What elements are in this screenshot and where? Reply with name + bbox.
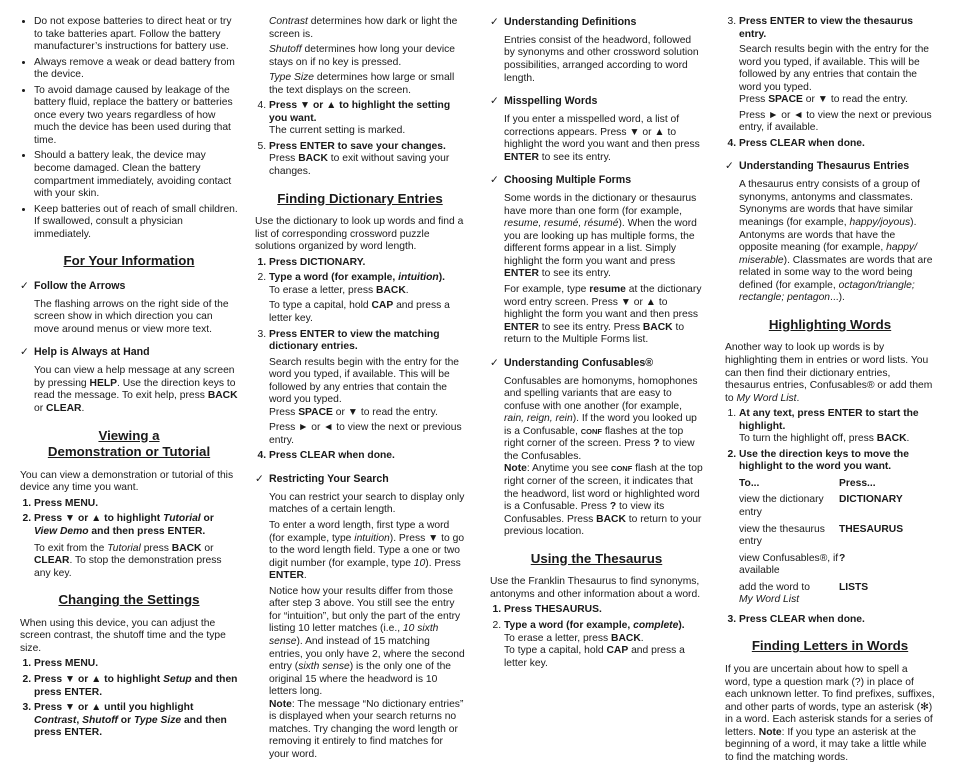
multiple-forms-example: For example, type resume at the dictionary word entry screen. Press ▼ or ▲ to highlight the form you want and then press ENTER to see its entry. Press BACK to return to the Multiple Forms list.	[504, 283, 702, 346]
arrows-text: The flashing arrows on the right side of the screen show in which direction you can move around menus or view more text.	[34, 298, 229, 335]
conf-indicator: CONF	[611, 464, 633, 474]
list-item: • Keep batteries out of reach of small children. If swallowed, consult a physician immediately.	[34, 204, 238, 242]
restrict-p1: You can restrict your search to display only matches of a certain length.	[269, 491, 465, 516]
step: 2. Type a word (for example, complete). To erase a letter, press BACK. To type a capital, hold CAP and press a letter key.	[504, 620, 703, 670]
checkmark-icon: ✓	[490, 16, 499, 28]
subsection-misspelling: ✓ Misspelling Words	[490, 95, 598, 108]
section-title-dictionary: Finding Dictionary Entries	[277, 190, 443, 206]
thesaurus-intro: Use the Franklin Thesaurus to find synonyms, antonyms and other information about a word.	[490, 576, 701, 600]
column-2	[255, 16, 465, 764]
demo-exit-text: To exit from the Tutorial press BACK or CLEAR. To stop the demonstration press any key.	[34, 542, 222, 579]
settings-steps-cont	[255, 100, 465, 178]
dictionary-steps	[255, 257, 465, 463]
table-header-row	[739, 478, 925, 495]
confusables-text: Confusables are homonyms, homophones and spelling variants that are easy to confuse with one another (for example, rain, reign, rein). If the word you looked up is a Confusable, CONF flashes at the top right corner of the screen. Press ? to view the Confusables. Note: Anytime you see CONF flash at the top right corner of the screen, it indicates that the headword, list word or highlighted word is a Confusable. Press ? to view its Confusables. Press BACK to return to your previous location.	[504, 375, 703, 538]
section-title-demo: Viewing a Demonstration or Tutorial	[47, 427, 211, 460]
step: 2. Type a word (for example, intuition). To erase a letter, press BACK. To type a capital, hold CAP and press a letter key.	[269, 272, 465, 325]
list-item: • To avoid damage caused by leakage of the battery fluid, replace the battery or batteries once every two years regardless of how much the device has been used during that time.	[34, 85, 238, 148]
step: 3. Press ENTER to view the thesaurus entry. Search results begin with the entry for the word you typed, if available. This will be followed by any entries that contain the word you typed. Press SPACE or ▼ to read the entry. Press ► or ◄ to view the next or previous entry, if available.	[739, 16, 935, 135]
subsection-thesaurus-entries: ✓ Understanding Thesaurus Entries	[725, 160, 910, 173]
subsection-arrows: ✓ Follow the Arrows	[20, 279, 126, 292]
step: 3. Press ENTER to view the matching dictionary entries. Search results begin with the entry for the word you typed, if available. This will be followed by any entries that contain the word you typed. Press SPACE or ▼ to read the entry. Press ► or ◄ to view the next or previous entry.	[269, 329, 465, 448]
settings-intro: When using this device, you can adjust the screen contrast, the shutoff time and the type size.	[20, 617, 226, 654]
checkmark-icon: ✓	[255, 473, 264, 486]
table-cell: DICTIONARY	[839, 494, 903, 506]
step: 2. Press ▼ or ▲ to highlight Setup and then press ENTER.	[34, 674, 238, 699]
restrict-p3: Notice how your results differ from those after step 3 above. You still see the entry for “intuition”, but only the part of the entry listing 10 letter matches (i.e., 10 sixth sense). And instead of 15 matching entries, you only have 2, where the second entry (sixth sense) is the only one of the original 15 where the headword is 10 letters long. Note: The message “No dictionary entries” is displayed when your search returns no matches. Try changing the word length or removing it entirely to find matches for your word.	[269, 585, 465, 760]
table-row	[739, 524, 925, 553]
help-text: You can view a help message at any screen by pressing HELP. Use the direction keys to read the message. To exit help, press BACK or CLEAR.	[34, 365, 238, 415]
checkmark-icon: ✓	[490, 174, 499, 187]
table-header: Press...	[839, 477, 876, 489]
battery-precautions-list	[20, 16, 238, 241]
highlighting-intro: Another way to look up words is by highlighting them in entries or word lists. You can then find their dictionary entries, thesaurus entries, Confusables® or add them to My Word List.	[725, 342, 933, 404]
section-title-thesaurus: Using the Thesaurus	[530, 550, 663, 566]
thesaurus-entries-text: A thesaurus entry consists of a group of synonyms, antonyms and classmates. Synonyms are words that have similar meanings (for example, happy/joyous). Antonyms are words that have the opposite meaning (for example, happy/ miserable). Classmates are words that are related in some way to the word being defined (for example, octagon/triangle; rectangle; pentagon...).	[739, 179, 933, 304]
checkmark-icon: ✓	[490, 356, 499, 369]
subsection-confusables: ✓ Understanding Confusables®	[490, 356, 654, 369]
column-4	[725, 16, 935, 767]
checkmark-icon: ✓	[490, 95, 499, 108]
restrict-p2: To enter a word length, first type a word (for example, type intuition). Press ▼ to go to the word length field. Type a one or two digit number (for example, type 10). Press ENTER.	[269, 520, 465, 582]
subsection-multiple-forms: ✓ Choosing Multiple Forms	[490, 174, 632, 187]
demo-steps	[20, 498, 238, 539]
step: 1. At any text, press ENTER to start the highlight. To turn the highlight off, press BACK.	[739, 408, 935, 446]
step: 3. Press ▼ or ▲ until you highlight Contrast, Shutoff or Type Size and then press ENTER.	[34, 702, 238, 740]
definitions-text: Entries consist of the headword, followed by synonyms and other crossword solution possibilities, arranged according to word length.	[504, 34, 699, 84]
section-title-info: For Your Information	[63, 253, 195, 269]
step: 1. Press MENU.	[34, 498, 238, 511]
dictionary-intro: Use the dictionary to look up words and find a list of corresponding crossword puzzle solutions organized by word length.	[255, 216, 464, 253]
table-cell: view Confusables®, if available	[739, 552, 839, 577]
step: 2. Use the direction keys to move the highlight to the word you want.	[739, 449, 935, 474]
subsection-help: ✓ Help is Always at Hand	[20, 346, 150, 359]
step: 4. Press ▼ or ▲ to highlight the setting you want. The current setting is marked.	[269, 100, 465, 138]
thesaurus-steps-cont	[725, 16, 935, 150]
subsection-definitions: ✓ Understanding Definitions	[490, 16, 637, 28]
table-cell: add the word to My Word List	[739, 581, 810, 606]
step: 2. Press ▼ or ▲ to highlight Tutorial or View Demo and then press ENTER.	[34, 513, 238, 538]
settings-steps	[20, 658, 238, 739]
step: 3. Press CLEAR when done.	[739, 614, 935, 627]
highlighting-steps	[725, 408, 935, 474]
checkmark-icon: ✓	[20, 346, 29, 359]
shutoff-desc: Shutoff determines how long your device stays on if no key is pressed.	[269, 44, 456, 68]
table-cell: view the thesaurus entry	[739, 523, 825, 548]
list-item: • Always remove a weak or dead battery from the device.	[34, 57, 238, 82]
demo-intro: You can view a demonstration or tutorial of this device any time you want.	[20, 469, 234, 494]
typesize-desc: Type Size determines how large or small the text displays on the screen.	[269, 72, 455, 96]
finding-letters-text: If you are uncertain about how to spell a word, type a question mark (?) in place of each unknown letter. To find prefixes, suffixes, and other parts of words, type an asterisk (✻) in a word. Each asterisk stands for a series of letters. Note: If you type an asterisk at the beginning of a word, it may take a little while to find the matching words.	[725, 664, 935, 763]
column-3	[490, 16, 703, 674]
checkmark-icon: ✓	[725, 160, 734, 173]
contrast-desc: Contrast determines how dark or light the screen is.	[269, 16, 458, 40]
step: 1. Press THESAURUS.	[504, 604, 703, 617]
step: 1. Press DICTIONARY.	[269, 257, 465, 270]
highlighting-steps-cont	[725, 614, 935, 627]
table-cell: view the dictionary entry	[739, 494, 824, 519]
table-header: To...	[739, 477, 760, 489]
conf-indicator: CONF	[580, 426, 602, 436]
checkmark-icon: ✓	[20, 279, 29, 292]
table-cell: THESAURUS	[839, 523, 904, 535]
table-row	[739, 582, 925, 611]
subsection-restrict: ✓ Restricting Your Search	[255, 473, 389, 486]
table-row	[739, 553, 925, 582]
step: 1. Press MENU.	[34, 658, 238, 671]
list-item: • Should a battery leak, the device may become damaged. Clean the battery compartment immediately, avoiding contact with your skin.	[34, 150, 238, 200]
column-1	[20, 16, 238, 744]
section-title-settings: Changing the Settings	[58, 592, 200, 608]
table-cell: ?	[839, 552, 846, 564]
list-item: • Do not expose batteries to direct heat or try to take batteries apart. Follow the battery manufacturer’s instructions for battery use.	[34, 16, 238, 54]
table-row	[739, 494, 925, 523]
section-title-highlighting: Highlighting Words	[768, 316, 892, 332]
step: 4. Press CLEAR when done.	[269, 450, 465, 463]
misspelling-text: If you enter a misspelled word, a list of corrections appears. Press ▼ or ▲ to highlight the word you want and then press ENTER to see its entry.	[504, 114, 700, 163]
step: 4. Press CLEAR when done.	[739, 138, 935, 151]
thesaurus-steps	[490, 604, 703, 670]
section-title-finding-letters: Finding Letters in Words	[751, 638, 909, 654]
multiple-forms-text: Some words in the dictionary or thesaurus have more than one form (for example, resume, resumé, résumé). When the word you are looking up has multiple forms, the different forms appear in a list. Simply highlight the form you want and press ENTER to see its entry.	[504, 193, 697, 280]
step: 5. Press ENTER to save your changes. Press BACK to exit without saving your changes.	[269, 141, 465, 179]
highlight-actions-table	[739, 478, 925, 611]
table-cell: LISTS	[839, 581, 869, 593]
